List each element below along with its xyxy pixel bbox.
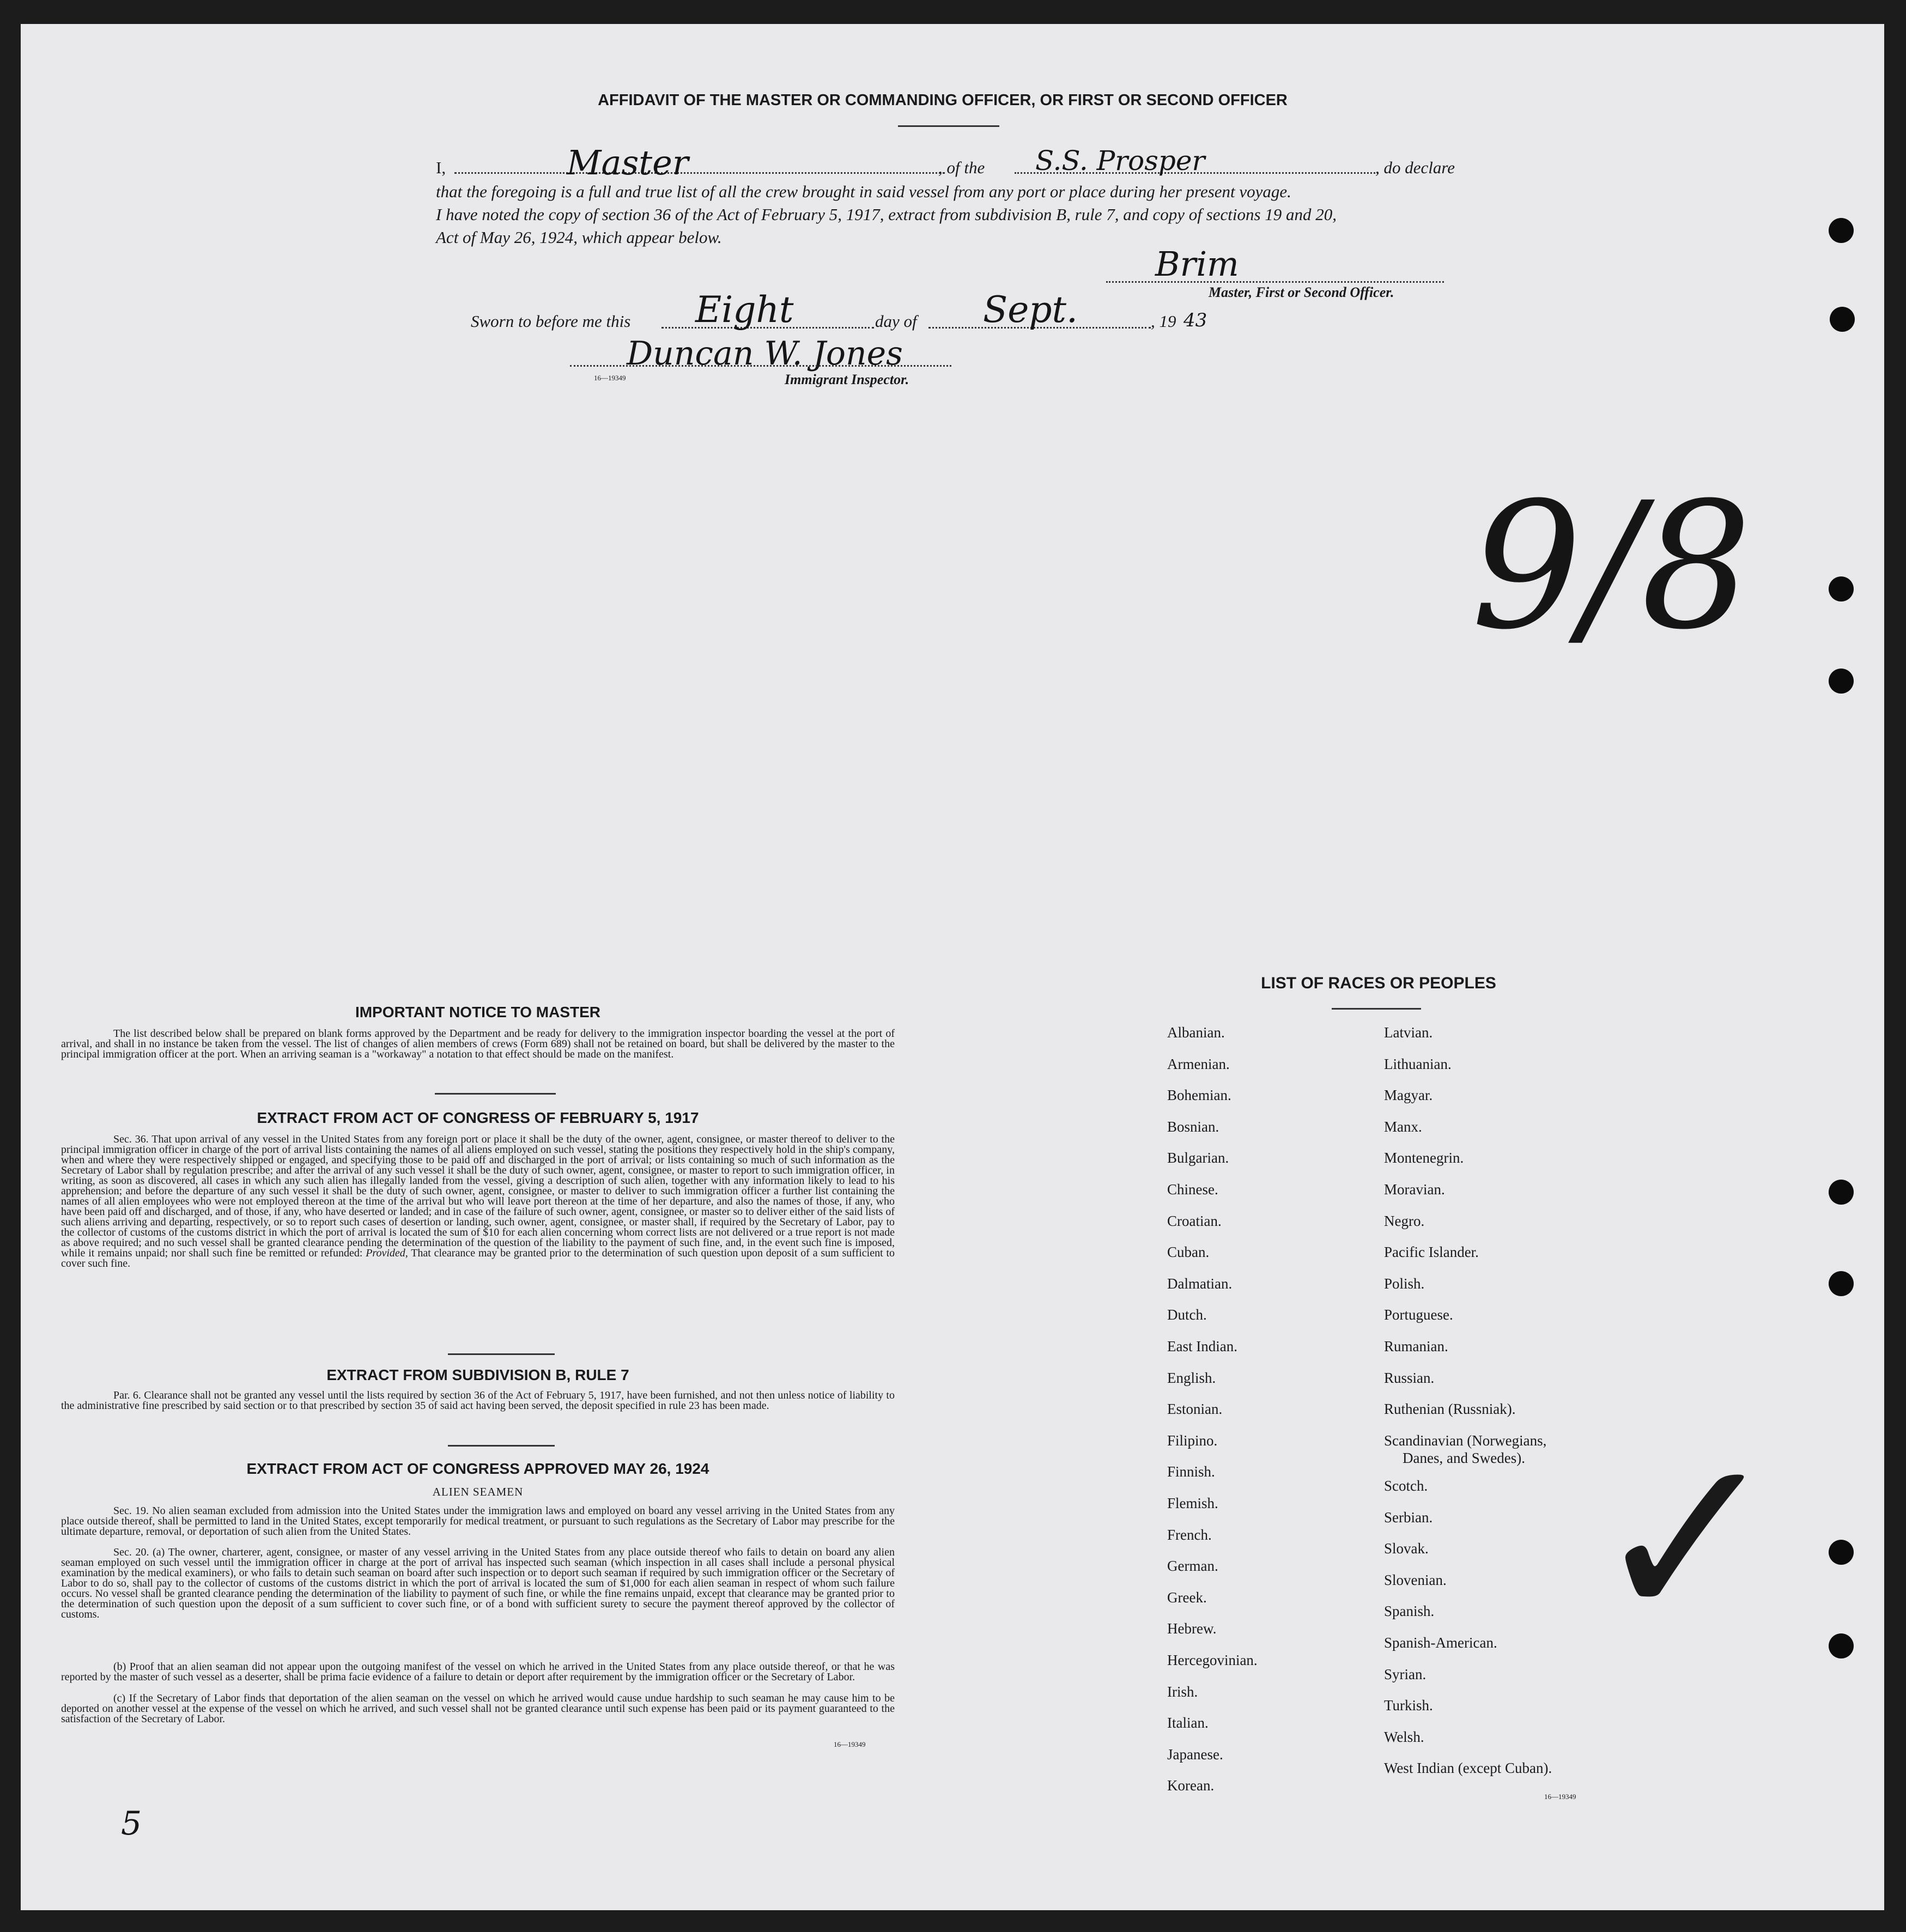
binder-hole [1829, 669, 1854, 694]
form-number: 16—19349 [1544, 1793, 1576, 1801]
race-item: Manx. [1384, 1119, 1422, 1135]
sworn-year-field: 43 [1183, 309, 1207, 331]
race-item: Estonian. [1167, 1401, 1223, 1417]
extract-1917-text [61, 1134, 895, 1269]
section-20a-body: (a) The owner, charterer, agent, consignee, or master of any vessel arriving in the United States from any place outside thereof who fails to detain on board any alien seaman employed on such vessel until the immigration officer in charge at the port of arrival has inspected such seaman (which inspection in all cases shall include a personal physical examination by the medical examiners), or who fails to detain such seaman on board after such inspection or to deport such seaman if required by such immigration officer or the Secretary of Labor to do so, shall pay to the collector of customs of the customs district in which the port of arrival is located the sum of $1,000 for each alien seaman in respect of whom such failure occurs. No vessel shall be granted clearance pending the determination of the liability to payment of such fine, or while the fine remains unpaid, except that clearance may be granted prior to the determination of such question upon the deposit of a sum sufficient to cover such fine, or of a bond with sufficient surety to secure the payment thereof approved by the collector of customs. [61, 1546, 895, 1620]
vessel-field: S.S. Prosper [1035, 145, 1205, 177]
divider [435, 1093, 556, 1095]
section-19-text [61, 1506, 895, 1537]
race-item: Pacific Islander. [1384, 1244, 1479, 1260]
race-item: Bosnian. [1167, 1119, 1219, 1135]
race-item: West Indian (except Cuban). [1384, 1760, 1552, 1776]
race-item: Irish. [1167, 1684, 1198, 1700]
race-item: Serbian. [1384, 1509, 1433, 1526]
race-item: Filipino. [1167, 1432, 1218, 1449]
race-item: East Indian. [1167, 1338, 1237, 1354]
race-item: Syrian. [1384, 1666, 1427, 1682]
year-prefix: , 19 [1151, 312, 1176, 331]
rule7-text: Par. 6. Clearance shall not be granted any vessel until the lists required by section 36 of the Act of February 5, 1917, have been furnished, and not then unless notice of liability to the administrative fine prescribed by said section or to that prescribed by section 35 of said act having been served, the deposit specified in rule 23 has been made. [61, 1389, 895, 1412]
master-signature: Brim [1155, 244, 1239, 284]
section-19-body: No alien seaman excluded from admission into the United States under the immigration laws and employed on board any vessel arriving in the United States from any place outside thereof, shall be permitted to land in the United States, except temporarily for medical treatment, or pursuant to such regulations as the Secretary of Labor may prescribe for the ultimate departure, removal, or deportation of such alien from the United States. [61, 1505, 895, 1538]
binder-hole [1829, 218, 1854, 243]
extract-1924-title: EXTRACT FROM ACT OF CONGRESS APPROVED MAY 26, 1924 [246, 1460, 709, 1477]
name-field-line [454, 172, 945, 174]
affidavit-pronoun: I, [436, 158, 446, 177]
extract-1917-title: EXTRACT FROM ACT OF CONGRESS OF FEBRUARY 5, 1917 [257, 1109, 699, 1126]
form-number: 16—19349 [594, 374, 626, 382]
section-36-end: That clearance may be granted prior to the determination of such question upon deposit of a sum sufficient to cover such fine. [61, 1247, 895, 1269]
race-item: Dutch. [1167, 1307, 1207, 1323]
inspector-caption: Immigrant Inspector. [785, 372, 909, 387]
race-item: Slovenian. [1384, 1572, 1447, 1588]
race-item: Negro. [1384, 1213, 1425, 1229]
master-signature-line [1106, 281, 1444, 283]
notice-title: IMPORTANT NOTICE TO MASTER [355, 1004, 601, 1020]
name-field: Master [567, 143, 689, 183]
date-annotation: 9/8 [1471, 465, 1752, 668]
race-item: Finnish. [1167, 1463, 1215, 1480]
divider [1332, 1008, 1421, 1010]
divider [448, 1353, 555, 1355]
binder-hole [1829, 1271, 1854, 1296]
race-item: Chinese. [1167, 1181, 1218, 1198]
section-20-label: Sec. 20. [113, 1546, 149, 1558]
race-item: Montenegrin. [1384, 1150, 1464, 1166]
section-20b-text: (b) Proof that an alien seaman did not appear upon the outgoing manifest of the vessel on which he arrived in the United States from any place outside thereof, or that he was reported by the master of such vessel as a deserter, shall be prima facie evidence of a failure to detain or deport after requirement by the immigration officer or the Secretary of Labor. [61, 1661, 895, 1683]
race-item: Korean. [1167, 1777, 1215, 1794]
race-item: Welsh. [1384, 1729, 1424, 1745]
race-item: Lithuanian. [1384, 1056, 1452, 1072]
binder-hole [1829, 576, 1854, 602]
section-36-body: That upon arrival of any vessel in the United States from any foreign port or place it shall be the duty of the owner, agent, consignee, or master thereof to deliver to the principal immigration officer in charge of the port of arrival lists containing the names of all aliens employed on such vessel, stating the positions they respectively hold in the ship's company, when and where they were respectively shipped or engaged, and specifying those to be paid off and discharged in the port of arrival; or lists containing so much of such information as the Secretary of Labor shall by regulation prescribe; and after the arrival of any such vessel it shall be the duty of such owner, agent, consignee, or master to report to such immigration officer, in writing, as soon as discovered, all cases in which any such alien has illegally landed from the vessel, giving a description of such alien, together with any information likely to lead to his apprehension; and before the departure of any such vessel it shall be the duty of such owner, agent, consignee, or master to deliver to such immigration officer a further list containing the names of all alien employees who were not employed thereon at the time of the arrival but who will leave port thereon at the time of her departure, and also the names of those, if any, who have been paid off and discharged, and of those, if any, who have deserted or landed; and in case of the failure of such owner, agent, consignee, or master so to deliver either of the said lists of such aliens arriving and departing, respectively, or so to report such cases of desertion or landing, such owner, agent, consignee, or master shall, if required by the Secretary of Labor, pay to the collector of customs of the customs district in which the port of arrival is located the sum of $10 for each alien concerning whom correct lists are not delivered or a true report is not made as above required; and no such vessel shall be granted clearance pending the determination of the question of the liability to the payment of such fine, and, in the event such fine is imposed, while it remains unpaid; nor shall such fine be remitted or refunded: [61, 1133, 895, 1259]
declaration-line-2: that the foregoing is a full and true list of all the crew brought in said vessel from any port or place during her present voyage. [436, 182, 1291, 201]
race-item: Latvian. [1384, 1024, 1433, 1041]
race-item: Albanian. [1167, 1024, 1225, 1041]
affidavit-title: AFFIDAVIT OF THE MASTER OR COMMANDING OFFICER, OR FIRST OR SECOND OFFICER [598, 92, 1288, 109]
race-item: Hebrew. [1167, 1620, 1217, 1637]
race-item: French. [1167, 1527, 1212, 1543]
declaration-line-3: I have noted the copy of section 36 of the Act of February 5, 1917, extract from subdivision B, rule 7, and copy of sections 19 and 20, [436, 205, 1337, 224]
race-item: Russian. [1384, 1370, 1435, 1386]
section-19-label: Sec. 19. [113, 1505, 149, 1517]
day-of-label: day of [875, 312, 917, 331]
divider [448, 1445, 555, 1447]
declaration-line-4: Act of May 26, 1924, which appear below. [436, 228, 722, 247]
race-item: Bulgarian. [1167, 1150, 1229, 1166]
alien-seamen-subtitle: ALIEN SEAMEN [432, 1485, 524, 1498]
binder-hole [1830, 307, 1855, 332]
race-item: Scandinavian (Norwegians, [1384, 1432, 1547, 1449]
form-number: 16—19349 [834, 1740, 866, 1748]
race-item: Moravian. [1384, 1181, 1445, 1198]
race-item: English. [1167, 1370, 1216, 1386]
race-item: German. [1167, 1558, 1218, 1574]
race-item: Rumanian. [1384, 1338, 1448, 1354]
race-item: Greek. [1167, 1589, 1207, 1606]
race-item: Dalmatian. [1167, 1275, 1233, 1292]
page-number-annotation: 5 [121, 1805, 142, 1843]
race-item: Ruthenian (Russniak). [1384, 1401, 1516, 1417]
race-item: Scotch. [1384, 1478, 1428, 1494]
binder-hole [1829, 1540, 1854, 1565]
sworn-month-field: Sept. [983, 289, 1078, 331]
binder-hole [1829, 1633, 1854, 1658]
do-declare-label: , do declare [1375, 158, 1455, 177]
race-item: Turkish. [1384, 1697, 1433, 1714]
race-item: Polish. [1384, 1275, 1425, 1292]
rule7-title: EXTRACT FROM SUBDIVISION B, RULE 7 [326, 1366, 629, 1383]
section-20a-text [61, 1547, 895, 1620]
race-item: Danes, and Swedes). [1403, 1450, 1525, 1466]
race-item: Slovak. [1384, 1540, 1429, 1557]
race-item: Hercegovinian. [1167, 1652, 1258, 1668]
race-item: Cuban. [1167, 1244, 1210, 1260]
inspector-signature: Duncan W. Jones [627, 335, 903, 373]
section-36-label: Sec. 36. [113, 1133, 149, 1145]
of-the-label: , of the [938, 158, 985, 177]
notice-text: The list described below shall be prepared on blank forms approved by the Department and be ready for delivery to the immigration inspector boarding the vessel at the port of arrival, and shall in no instance be taken from the vessel. The list of changes of alien members of crews (Form 689) shall not be retained on board, but shall be delivered by the master to the principal immigration officer at the port. When an arriving seaman is a "workaway" a notation to that effect should be made on the manifest. [61, 1028, 895, 1060]
race-item: Croatian. [1167, 1213, 1222, 1229]
section-20c-text: (c) If the Secretary of Labor finds that deportation of the alien seaman on the vessel on which he arrived would cause undue hardship to such seaman he may cause him to be deported on another vessel at the expense of the vessel on which he arrived, and such vessel shall not be granted clearance until such expense has been paid or its payment guaranteed to the satisfaction of the Secretary of Labor. [61, 1692, 895, 1725]
check-mark-icon: ✓ [1591, 1415, 1783, 1668]
race-item: Armenian. [1167, 1056, 1230, 1072]
race-item: Spanish-American. [1384, 1635, 1497, 1651]
race-item: Japanese. [1167, 1746, 1223, 1763]
race-item: Italian. [1167, 1715, 1209, 1731]
proviso-label: Provided, [366, 1247, 408, 1259]
inspector-signature-line [570, 365, 951, 367]
race-item: Bohemian. [1167, 1087, 1231, 1103]
race-item: Spanish. [1384, 1603, 1435, 1619]
binder-hole [1829, 1180, 1854, 1205]
sworn-day-field: Eight [695, 289, 794, 331]
divider [898, 125, 999, 127]
race-item: Flemish. [1167, 1495, 1218, 1511]
race-item: Portuguese. [1384, 1307, 1453, 1323]
race-item: Magyar. [1384, 1087, 1433, 1103]
sworn-label: Sworn to before me this [471, 312, 631, 331]
master-caption: Master, First or Second Officer. [1209, 284, 1394, 300]
races-title: LIST OF RACES OR PEOPLES [1261, 974, 1496, 992]
